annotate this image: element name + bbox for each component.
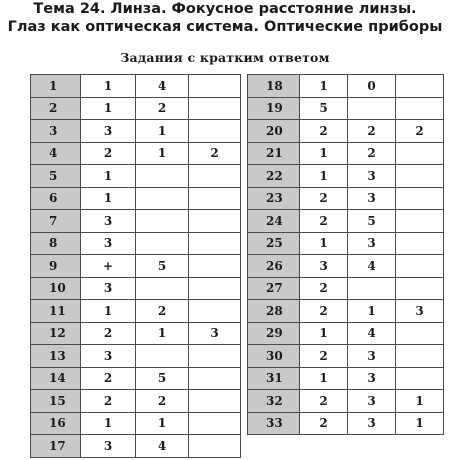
table-row (248, 120, 444, 143)
answer-cell (396, 75, 444, 98)
answer-cell (396, 255, 444, 278)
task-number-cell: 28 (248, 300, 300, 323)
task-number-cell: 13 (31, 345, 81, 368)
answer-cell: 2 (300, 412, 348, 435)
answer-cell (189, 187, 241, 210)
task-number-cell: 19 (248, 97, 300, 120)
task-number-cell: 20 (248, 120, 300, 143)
answer-cell: 4 (348, 322, 396, 345)
answer-cell: + (81, 255, 136, 278)
table-row (31, 435, 241, 458)
answer-cell: 2 (300, 300, 348, 323)
answer-cell (396, 97, 444, 120)
table-row (248, 345, 444, 368)
task-number-cell: 30 (248, 345, 300, 368)
answer-cell: 1 (348, 300, 396, 323)
task-number-cell: 23 (248, 187, 300, 210)
task-number-cell: 10 (31, 277, 81, 300)
answer-cell: 1 (396, 412, 444, 435)
answer-cell: 2 (136, 390, 189, 413)
task-number-cell: 12 (31, 322, 81, 345)
answer-cell: 3 (189, 322, 241, 345)
answer-cell: 1 (81, 187, 136, 210)
answer-cell: 5 (348, 210, 396, 233)
table-row (248, 142, 444, 165)
answer-cell: 1 (300, 75, 348, 98)
answer-cell: 2 (81, 142, 136, 165)
answer-cell: 2 (300, 277, 348, 300)
answer-cell (189, 412, 241, 435)
table-row (248, 412, 444, 435)
answer-cell: 3 (348, 187, 396, 210)
answer-cell (189, 232, 241, 255)
task-number-cell: 8 (31, 232, 81, 255)
answer-cell: 3 (81, 210, 136, 233)
answer-cell (396, 187, 444, 210)
answer-cell (189, 75, 241, 98)
answer-cell (189, 120, 241, 143)
table-row (31, 75, 241, 98)
table-row (31, 345, 241, 368)
table-row (31, 390, 241, 413)
answer-cell (348, 277, 396, 300)
answer-cell: 3 (348, 390, 396, 413)
task-number-cell: 7 (31, 210, 81, 233)
answer-cell (189, 210, 241, 233)
task-number-cell: 22 (248, 165, 300, 188)
answer-cell: 3 (348, 367, 396, 390)
answer-cell (396, 232, 444, 255)
table-row (31, 300, 241, 323)
answer-cell (136, 165, 189, 188)
answer-cell: 1 (136, 120, 189, 143)
answer-cell: 4 (136, 75, 189, 98)
task-number-cell: 1 (31, 75, 81, 98)
answer-cell: 5 (136, 255, 189, 278)
task-number-cell: 15 (31, 390, 81, 413)
answer-cell (189, 345, 241, 368)
answer-cell: 2 (300, 345, 348, 368)
answer-cell: 1 (81, 300, 136, 323)
table-row (248, 97, 444, 120)
task-number-cell: 5 (31, 165, 81, 188)
answer-cell: 2 (189, 142, 241, 165)
task-number-cell: 17 (31, 435, 81, 458)
answer-cell: 1 (81, 412, 136, 435)
answer-cell: 1 (300, 367, 348, 390)
task-number-cell: 2 (31, 97, 81, 120)
table-row (248, 210, 444, 233)
answer-cell: 3 (348, 232, 396, 255)
page-title-line-2: Глаз как оптическая система. Оптические приборы (7, 19, 443, 35)
answer-cell: 2 (300, 120, 348, 143)
answer-cell: 2 (300, 187, 348, 210)
table-row (248, 322, 444, 345)
table-row (31, 210, 241, 233)
answer-cell: 1 (81, 97, 136, 120)
table-row (31, 322, 241, 345)
answer-cell (189, 367, 241, 390)
table-row (31, 97, 241, 120)
task-number-cell: 31 (248, 367, 300, 390)
answer-cell: 2 (300, 210, 348, 233)
answer-cell (396, 142, 444, 165)
answer-cell (189, 300, 241, 323)
answer-cell: 3 (81, 232, 136, 255)
task-number-cell: 9 (31, 255, 81, 278)
task-number-cell: 6 (31, 187, 81, 210)
task-number-cell: 32 (248, 390, 300, 413)
answer-cell: 4 (348, 255, 396, 278)
answer-cell: 3 (348, 165, 396, 188)
answer-cell: 1 (300, 322, 348, 345)
answer-cell: 3 (348, 345, 396, 368)
answer-cell: 2 (136, 97, 189, 120)
answer-cell: 1 (81, 75, 136, 98)
answer-cell (136, 187, 189, 210)
answer-cell (396, 210, 444, 233)
answer-cell: 3 (396, 300, 444, 323)
answer-cell: 5 (300, 97, 348, 120)
answer-cell (396, 322, 444, 345)
table-row (248, 255, 444, 278)
page-title-line-1: Тема 24. Линза. Фокусное расстояние линзы. (33, 1, 417, 17)
task-number-cell: 4 (31, 142, 81, 165)
table-row (248, 300, 444, 323)
answer-cell: 2 (396, 120, 444, 143)
table-row (31, 412, 241, 435)
answer-cell (136, 277, 189, 300)
answer-cell: 1 (136, 412, 189, 435)
table-row (31, 277, 241, 300)
table-row (248, 75, 444, 98)
answer-cell (189, 277, 241, 300)
task-number-cell: 25 (248, 232, 300, 255)
task-number-cell: 18 (248, 75, 300, 98)
answer-cell: 2 (81, 390, 136, 413)
answer-cell (189, 255, 241, 278)
task-number-cell: 3 (31, 120, 81, 143)
answer-cell (396, 367, 444, 390)
answer-cell: 2 (136, 300, 189, 323)
answer-cell (396, 165, 444, 188)
task-number-cell: 11 (31, 300, 81, 323)
table-row (31, 142, 241, 165)
answer-cell: 2 (300, 390, 348, 413)
answer-cell (136, 210, 189, 233)
table-row (31, 120, 241, 143)
answer-cell: 5 (136, 367, 189, 390)
table-row (248, 367, 444, 390)
task-number-cell: 29 (248, 322, 300, 345)
answers-table-right (247, 74, 444, 435)
answer-cell (189, 165, 241, 188)
table-row (31, 165, 241, 188)
answer-cell: 1 (136, 322, 189, 345)
section-subtitle: Задания с кратким ответом (120, 50, 330, 65)
task-number-cell: 26 (248, 255, 300, 278)
answer-cell (136, 232, 189, 255)
answer-cell (136, 345, 189, 368)
answer-cell: 2 (81, 322, 136, 345)
table-row (248, 187, 444, 210)
task-number-cell: 21 (248, 142, 300, 165)
table-row (31, 187, 241, 210)
answer-cell: 2 (348, 142, 396, 165)
answer-cell (396, 277, 444, 300)
answer-cell: 4 (136, 435, 189, 458)
table-row (31, 367, 241, 390)
answer-cell: 3 (81, 345, 136, 368)
answer-cell (189, 390, 241, 413)
answer-cell: 1 (300, 232, 348, 255)
answer-cell: 0 (348, 75, 396, 98)
answer-cell: 1 (136, 142, 189, 165)
answer-cell: 1 (81, 165, 136, 188)
answer-cell: 3 (348, 412, 396, 435)
task-number-cell: 16 (31, 412, 81, 435)
answers-table-left (30, 74, 241, 458)
table-row (31, 232, 241, 255)
page-header (0, 0, 450, 36)
task-number-cell: 33 (248, 412, 300, 435)
answer-cell (189, 97, 241, 120)
answer-cell (348, 97, 396, 120)
answer-cell: 3 (300, 255, 348, 278)
table-row (31, 255, 241, 278)
answer-cell: 1 (300, 142, 348, 165)
answer-cell (189, 435, 241, 458)
answer-cell: 2 (81, 367, 136, 390)
table-row (248, 165, 444, 188)
task-number-cell: 24 (248, 210, 300, 233)
task-number-cell: 14 (31, 367, 81, 390)
answer-cell: 3 (81, 120, 136, 143)
answer-cell: 3 (81, 277, 136, 300)
answer-cell: 2 (348, 120, 396, 143)
task-number-cell: 27 (248, 277, 300, 300)
answer-cell: 3 (81, 435, 136, 458)
answer-cell (396, 345, 444, 368)
table-row (248, 277, 444, 300)
answer-cell: 1 (396, 390, 444, 413)
answer-cell: 1 (300, 165, 348, 188)
table-row (248, 390, 444, 413)
table-row (248, 232, 444, 255)
